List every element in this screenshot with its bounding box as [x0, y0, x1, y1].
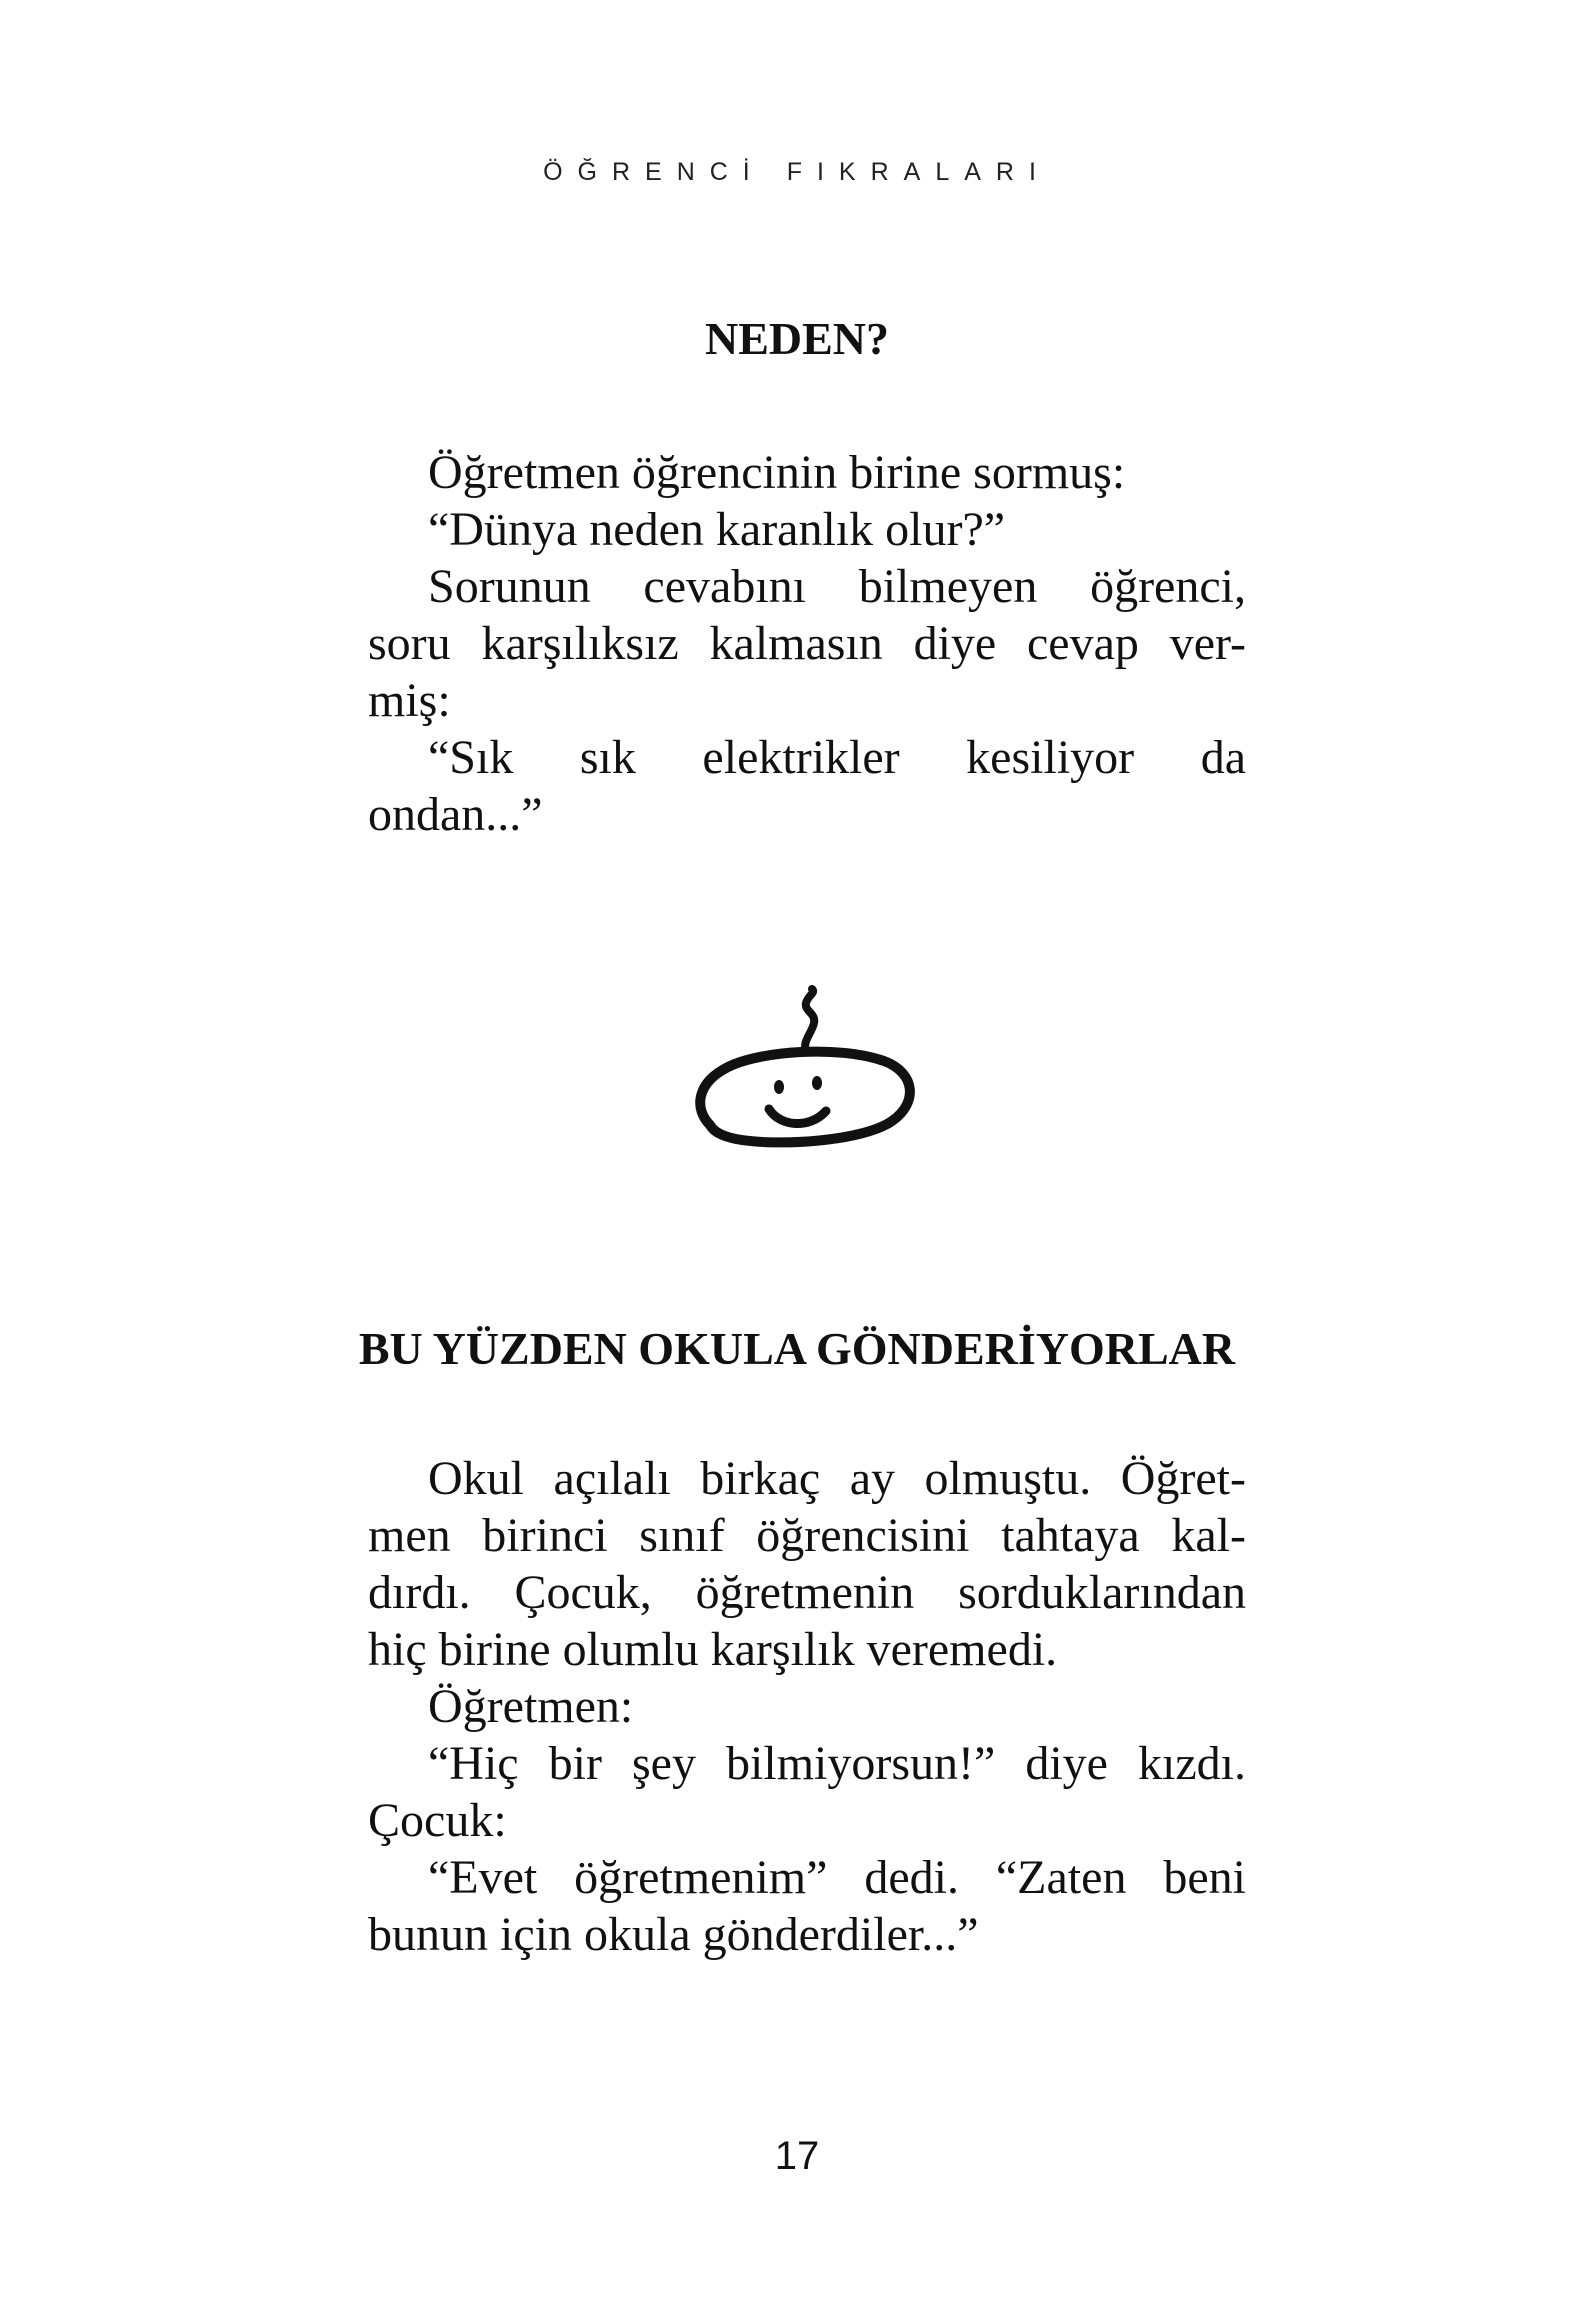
story-title-bu-yuzden: BU YÜZDEN OKULA GÖNDERİYORLAR [358, 1323, 1236, 1374]
story-line: Okul açılalı birkaç ay olmuştu. Öğret- [428, 1452, 1246, 1505]
story-line: ondan...” [368, 788, 543, 841]
story-line: Sorunun cevabını bilmeyen öğrenci, [428, 560, 1246, 613]
story-line: dırdı. Çocuk, öğretmenin sorduklarından [368, 1566, 1246, 1619]
story-line: “Hiç bir şey bilmiyorsun!” diye kızdı. [428, 1737, 1246, 1790]
story-line: hiç birine olumlu karşılık veremedi. [368, 1623, 1058, 1676]
story-body-neden [368, 444, 1246, 843]
story-line: Çocuk: [368, 1794, 507, 1847]
story-line: “Sık sık elektrikler kesiliyor da [428, 731, 1246, 784]
story-line: “Dünya neden karanlık olur?” [428, 503, 1006, 556]
story-line: “Evet öğretmenim” dedi. “Zaten beni [428, 1851, 1246, 1904]
story-line: Öğretmen öğrencinin birine sormuş: [428, 446, 1126, 499]
page-number: 17 [774, 2134, 820, 2178]
smiley-doodle-icon [688, 985, 920, 1150]
running-header: ÖĞRENCİ FIKRALARI [543, 158, 1051, 186]
story-line: Öğretmen: [428, 1680, 634, 1733]
story-line: bunun için okula gönderdiler...” [368, 1908, 979, 1961]
story-title-neden: NEDEN? [704, 313, 890, 364]
story-line: men birinci sınıf öğrencisini tahtaya kal- [368, 1509, 1246, 1562]
story-line: soru karşılıksız kalmasın diye cevap ver- [368, 617, 1246, 670]
story-body-bu-yuzden [368, 1450, 1246, 1963]
story-line: miş: [368, 674, 451, 727]
